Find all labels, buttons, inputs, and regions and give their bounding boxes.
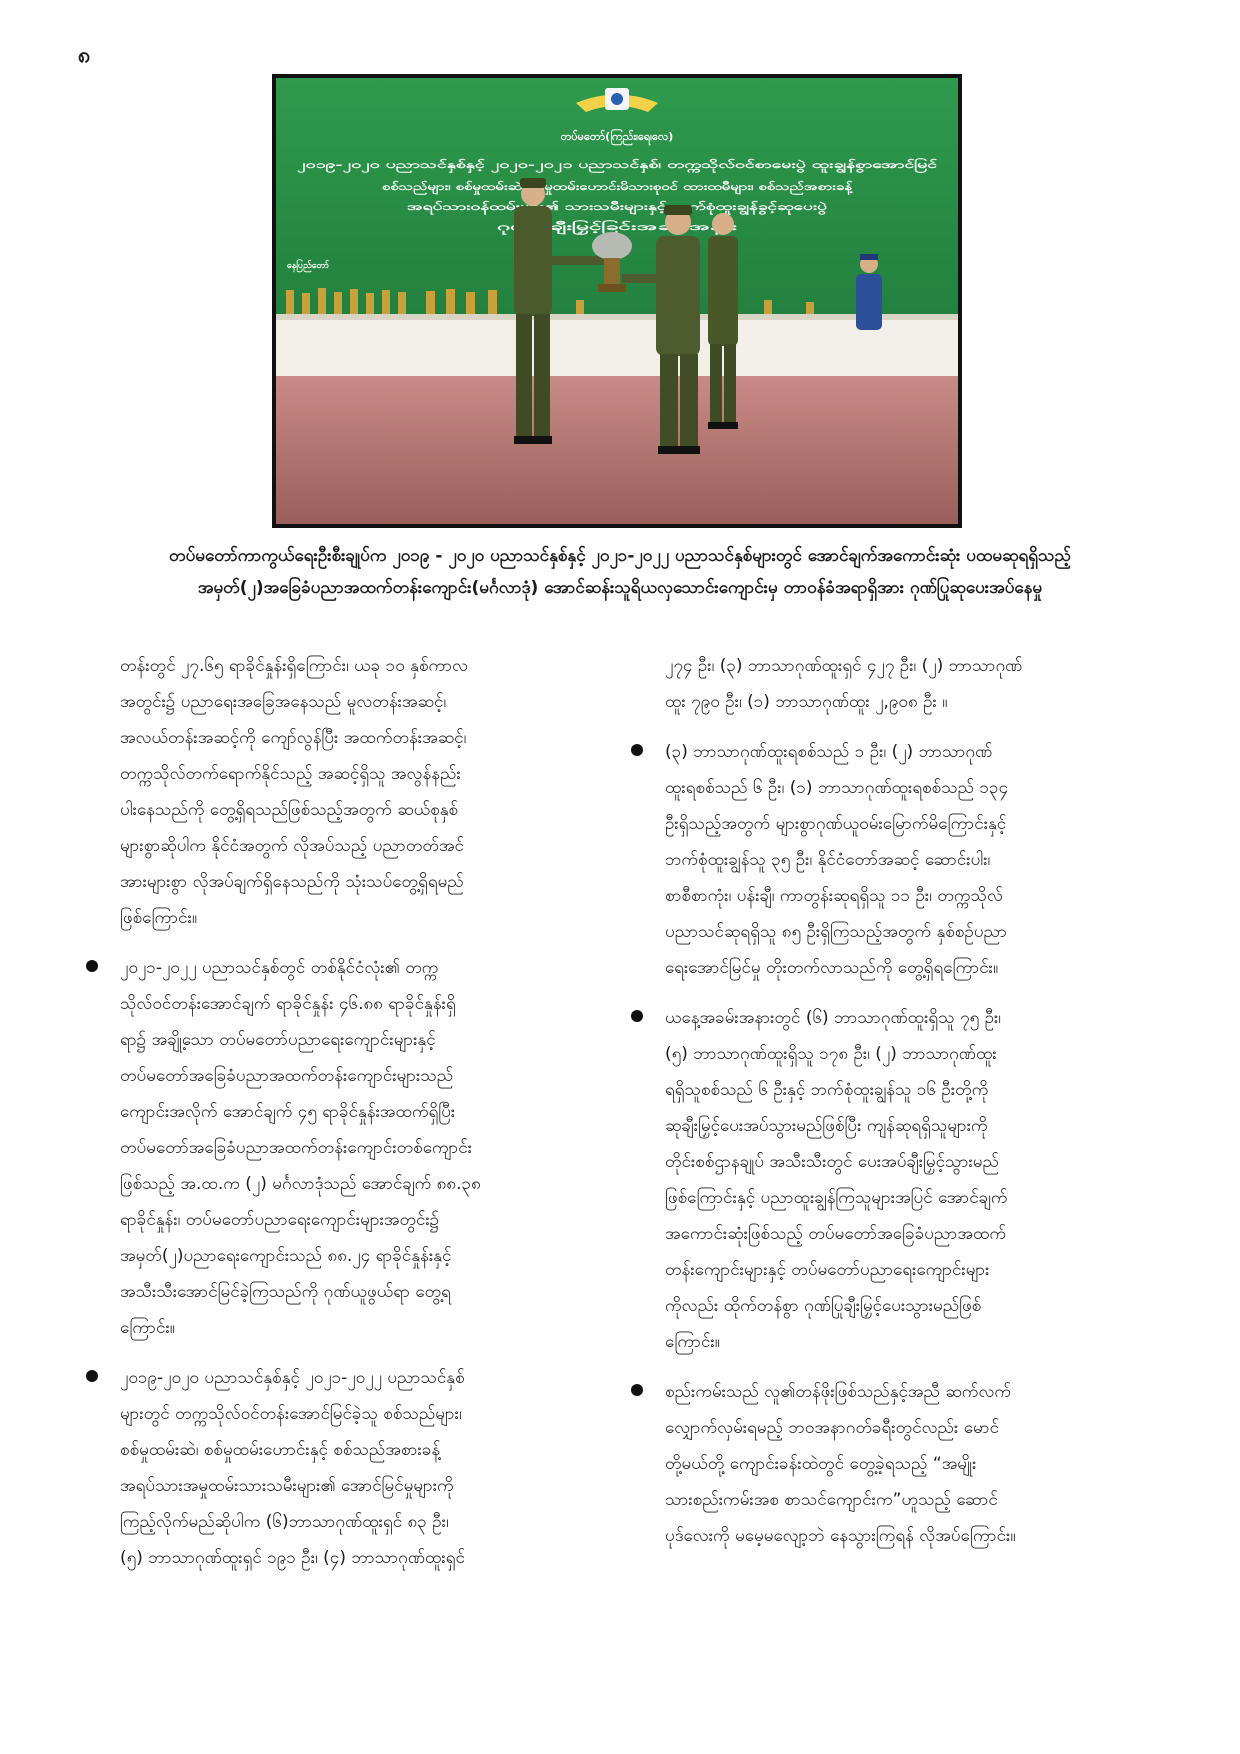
- paragraph: [120, 1360, 615, 1576]
- text-line: တန်းကျောင်းများနှင့် တပ်မတော်ပညာရေးကျောင်းများ: [665, 1260, 990, 1280]
- text-line: ရေးအောင်မြင်မှု တိုးတက်လာသည်ကို တွေ့ရှိရကြောင်း။: [665, 958, 999, 978]
- text-line: ကျောင်းအလိုက် အောင်ချက် ၄၅ ရာခိုင်နှုန်းအထက်ရှိပြီး: [120, 1102, 456, 1122]
- text-line: အားများစွာ လိုအပ်ချက်ရှိနေသည်ကို သုံးသပ်တွေ့ရှိရမည်: [120, 872, 464, 892]
- text-line: ထူး ၇၉၀ ဦး၊ (၁) ဘာသာဂုဏ်ထူး ၂,၉၀၈ ဦး ။: [665, 692, 948, 712]
- text-line: အလယ်တန်းအဆင့်ကို ကျော်လွန်ပြီး အထက်တန်းအဆင့်၊: [120, 728, 467, 748]
- ceremony-photo: [272, 74, 962, 528]
- text-line: သားစည်းကမ်းအစ စာသင်ကျောင်းက”ဟူသည့် ဆောင်: [665, 1490, 998, 1510]
- text-line: တိုင်းစစ်ဌာနချုပ် အသီးသီးတွင် ပေးအပ်ချီးမြှင့်သွားမည်: [665, 1152, 999, 1172]
- text-line: ကြောင်း။: [665, 1332, 720, 1352]
- text-line: စည်းကမ်းသည် လူ၏တန်ဖိုးဖြစ်သည်နှင့်အညီ ဆက်လက်: [665, 1382, 1012, 1402]
- left-column: [120, 648, 615, 1590]
- text-line: အကောင်းဆုံးဖြစ်သည့် တပ်မတော်အခြေခံပညာအထက်: [665, 1224, 1007, 1244]
- bullet-icon: [631, 744, 643, 756]
- text-line: အသီးသီးအောင်မြင်ခဲ့ကြသည်ကို ဂုဏ်ယူဖွယ်ရာ တွေ့ရ: [120, 1282, 451, 1302]
- text-line: တို့မယ်တို့ ကျောင်းခန်းထဲတွင် တွေ့ခဲ့ရသည့် “အမျိုး: [665, 1454, 977, 1474]
- text-line: ပါးနေသည်ကို တွေ့ရှိရသည်ဖြစ်သည့်အတွက် ဆယ်စုနှစ်: [120, 800, 459, 820]
- text-line: တက္ကသိုလ်တက်ရောက်နိုင်သည့် အဆင့်ရှိသူ အလွန်နည်း: [120, 764, 461, 784]
- text-line: တပ်မတော်အခြေခံပညာအထက်တန်းကျောင်းတစ်ကျောင်း: [120, 1138, 473, 1158]
- paragraph: [120, 950, 615, 1346]
- text-line: များတွင် တက္ကသိုလ်ဝင်တန်းအောင်မြင်ခဲ့သူ စစ်သည်များ၊: [120, 1404, 462, 1424]
- bullet-icon: [631, 1384, 643, 1396]
- text-line: ရာ၌ အချို့သော တပ်မတော်ပညာရေးကျောင်းများနှင့်: [120, 1030, 436, 1050]
- venue-label: နေပြည်တော်: [286, 261, 330, 271]
- text-line: သိုလ်ဝင်တန်းအောင်ချက် ရာခိုင်နှုန်း ၄၆.၈၈ ရာခိုင်နှုန်းရှိ: [120, 994, 456, 1014]
- text-line: (၅) ဘာသာဂုဏ်ထူးရှိသူ ၁၇၈ ဦး၊ (၂) ဘာသာဂုဏ်ထူး: [665, 1044, 997, 1064]
- text-line: (၅) ဘာသာဂုဏ်ထူးရှင် ၁၉၁ ဦး၊ (၄) ဘာသာဂုဏ်ထူးရှင်: [120, 1548, 465, 1568]
- text-line: ၂၇၄ ဦး၊ (၃) ဘာသာဂုဏ်ထူးရှင် ၄၂၇ ဦး၊ (၂) ဘာသာဂုဏ်: [665, 656, 1023, 676]
- banner-line-1: တပ်မတော်(ကြည်း၊ရေ၊လေ): [560, 130, 674, 143]
- text-line: အမှတ်(၂)ပညာရေးကျောင်းသည် ၈၈.၂၄ ရာခိုင်နှုန်းနှင့်: [120, 1246, 452, 1266]
- text-line: ထူးရစစ်သည် ၆ ဦး၊ (၁) ဘာသာဂုဏ်ထူးရစစ်သည် ၁၃၄: [665, 778, 1009, 798]
- ceremony-photo-illustration: [276, 78, 958, 524]
- text-line: ဖြစ်ကြောင်း။: [120, 908, 198, 928]
- text-line: ဖြစ်ကြောင်းနှင့် ပညာထူးချွန်ကြသူများအပြင် အောင်ချက်: [665, 1188, 1008, 1208]
- right-column: [665, 648, 1165, 1568]
- text-line: ကြည့်လိုက်မည်ဆိုပါက (၆)ဘာသာဂုဏ်ထူးရှင် ၈၃ ဦး၊: [120, 1512, 449, 1532]
- text-line: တန်းတွင် ၂၇.၆၅ ရာခိုင်နှုန်းရှိကြောင်း၊ ယခု ၁၀ နှစ်ကာလ: [120, 656, 469, 676]
- text-line: ရရှိသူစစ်သည် ၆ ဦးနှင့် ဘက်စုံထူးချွန်သူ ၁၆ ဦးတို့ကို: [665, 1080, 989, 1100]
- text-line: (၃) ဘာသာဂုဏ်ထူးရစစ်သည် ၁ ဦး၊ (၂) ဘာသာဂုဏ်: [665, 742, 993, 762]
- text-line: ၂၀၂၁-၂၀၂၂ ပညာသင်နှစ်တွင် တစ်နိုင်ငံလုံး၏ တက္က: [120, 958, 439, 978]
- text-line: ပုဒ်လေးကို မမေ့မလျော့ဘဲ နေသွားကြရန် လိုအပ်ကြောင်း။: [665, 1526, 1016, 1546]
- text-line: စာစီစာကုံး၊ ပန်းချီ၊ ကာတွန်းဆုရရှိသူ ၁၁ ဦး၊ တက္ကသိုလ်: [665, 886, 1003, 906]
- text-line: အရပ်သားအမှုထမ်းသားသမီးများ၏ အောင်မြင်မှုများကို: [120, 1476, 454, 1496]
- text-line: ရာခိုင်နှုန်း၊ တပ်မတော်ပညာရေးကျောင်းများအတွင်း၌: [120, 1210, 440, 1230]
- paragraph: [120, 648, 615, 936]
- text-line: ၂၀၁၉-၂၀၂၀ ပညာသင်နှစ်နှင့် ၂၀၂၁-၂၀၂၂ ပညာသင်နှစ်: [120, 1368, 465, 1388]
- paragraph: [665, 648, 1165, 720]
- photo-caption: တပ်မတော်ကာကွယ်ရေးဦးစီးချုပ်က ၂၀၁၉ - ၂၀၂၀ ပညာသင်နှစ်နှင့် ၂၀၂၁-၂၀၂၂ ပညာသင်နှစ်များတွင် အောင်ချက်အကောင်းဆုံး ပထမဆုရရှိသည့် အမှတ်(၂)အခြေခံပညာအထက်တန်းကျောင်း(မင်္ဂလာဒုံ) အောင်ဆန်းသူရိယလှသောင်းကျောင်းမှ တာဝန်ခံအရာရှိအား ဂုဏ်ပြုဆုပေးအပ်နေမှု: [169, 546, 1071, 598]
- text-line: ဆုချီးမြှင့်ပေးအပ်သွားမည်ဖြစ်ပြီး ကျန်ဆုရရှိသူများကို: [665, 1116, 988, 1136]
- text-line: ပညာသင်ဆုရရှိသူ ၈၅ ဦးရှိကြသည့်အတွက် နှစ်စဉ်ပညာ: [665, 922, 1007, 942]
- page-number: ၈: [78, 43, 91, 68]
- text-line: ဦးရှိသည့်အတွက် များစွာဂုဏ်ယူဝမ်းမြောက်မိကြောင်းနှင့်: [665, 814, 1007, 834]
- bullet-icon: [86, 960, 98, 972]
- paragraph: [665, 1374, 1165, 1554]
- text-line: လျှောက်လှမ်းရမည့် ဘဝအနာဂတ်ခရီးတွင်လည်း မောင်: [665, 1418, 1000, 1438]
- text-line: ဘက်စုံထူးချွန်သူ ၃၅ ဦး၊ နိုင်ငံတော်အဆင့် ဆောင်းပါး၊: [665, 850, 991, 870]
- banner-line-2: ၂၀၁၉-၂၀၂၀ ပညာသင်နှစ်နှင့် ၂၀၂၀-၂၀၂၁ ပညာသင်နှစ်၊ တက္ကသိုလ်ဝင်စာမေးပွဲ ထူးချွန်စွာအောင်မြင်: [297, 160, 643, 171]
- bullet-icon: [86, 1370, 98, 1382]
- bullet-icon: [631, 1010, 643, 1022]
- text-line: ဖြစ်သည့် အ.ထ.က (၂) မင်္ဂလာဒုံသည် အောင်ချက် ၈၈.၃၈: [120, 1174, 481, 1194]
- paragraph: [665, 734, 1165, 986]
- text-line: စစ်မှုထမ်းဆဲ၊ စစ်မှုထမ်းဟောင်းနှင့် စစ်သည်အစားခန့်: [120, 1440, 441, 1460]
- text-line: ကိုလည်း ထိုက်တန်စွာ ဂုဏ်ပြုချီးမြှင့်ပေးသွားမည်ဖြစ်: [665, 1296, 982, 1316]
- text-line: များစွာဆိုပါက နိုင်ငံအတွက် လိုအပ်သည့် ပညာတတ်အင်: [120, 836, 464, 856]
- text-line: အတွင်း၌ ပညာရေးအခြေအနေသည် မူလတန်းအဆင့်၊: [120, 692, 447, 712]
- text-line: တပ်မတော်အခြေခံပညာအထက်တန်းကျောင်းများသည်: [120, 1066, 454, 1086]
- text-line: ကြောင်း။: [120, 1318, 175, 1338]
- text-line: ယနေ့အခမ်းအနားတွင် (၆) ဘာသာဂုဏ်ထူးရှိသူ ၇၅ ဦး၊: [665, 1008, 1001, 1028]
- paragraph: [665, 1000, 1165, 1360]
